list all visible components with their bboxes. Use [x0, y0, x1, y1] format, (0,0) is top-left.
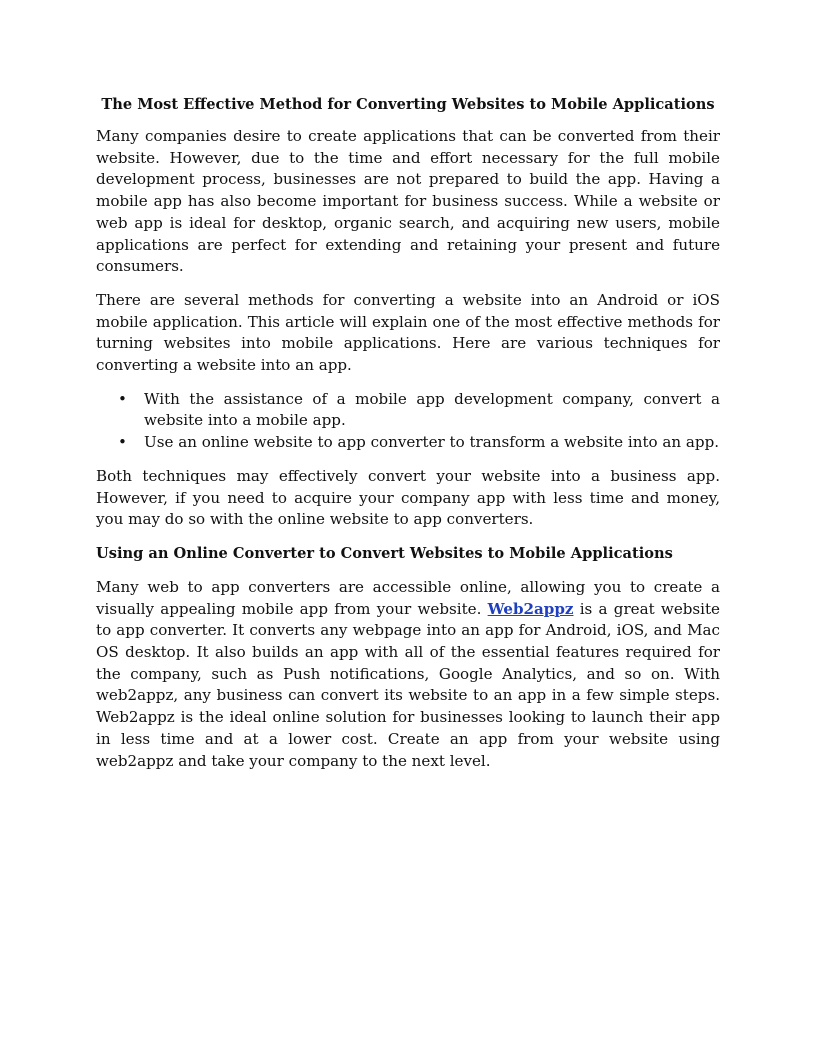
bullet-icon: •	[118, 433, 127, 452]
converter-text-before-link: Many web to app converters are accessible online, allowing you to create a visually appealing mobile app from your website.	[96, 577, 720, 618]
document-title: The Most Effective Method for Converting Websites to Mobile Applications	[101, 96, 715, 113]
list-item	[118, 389, 720, 432]
methods-paragraph: There are several methods for converting a website into an Android or iOS mobile application. This article will explain one of the most effective methods for turning websites into mobile applications. Here are various techniques for converting a website into an app.	[96, 290, 720, 375]
section-heading: Using an Online Converter to Convert Websites to Mobile Applications	[96, 544, 673, 562]
list-item-text: Use an online website to app converter to transform a website into an app.	[144, 433, 720, 452]
list-item-text: With the assistance of a mobile app development company, convert a website into a mobile app.	[144, 389, 720, 430]
bullet-icon: •	[118, 389, 127, 408]
intro-paragraph: Many companies desire to create applications that can be converted from their website. However, due to the time and effort necessary for the full mobile development process, businesses are not prepared to build the app. Having a mobile app has also become important for business success. While a website or web app is ideal for desktop, organic search, and acquiring new users, mobile applications are perfect for extending and retaining your present and future consumers.	[96, 127, 720, 276]
techniques-list	[96, 389, 720, 454]
converter-text-after-link: is a great website to app converter. It converts any webpage into an app for Android, iOS, and Mac OS desktop. It also builds an app with all of the essential features required for the company, such as Push notifications, Google Analytics, and so on. With web2appz, any business can convert its website to an app in a few simple steps. Web2appz is the ideal online solution for businesses looking to launch their app in less time and at a lower cost. Create an app from your website using web2appz and take your company to the next level.	[96, 599, 720, 770]
web2appz-link[interactable]: Web2appz	[487, 599, 574, 618]
document-page	[96, 94, 720, 784]
summary-paragraph: Both techniques may effectively convert your website into a business app. However, if you need to acquire your company app with less time and money, you may do so with the online website to app converters.	[96, 466, 720, 529]
list-item	[118, 432, 720, 454]
converter-paragraph	[96, 577, 720, 772]
